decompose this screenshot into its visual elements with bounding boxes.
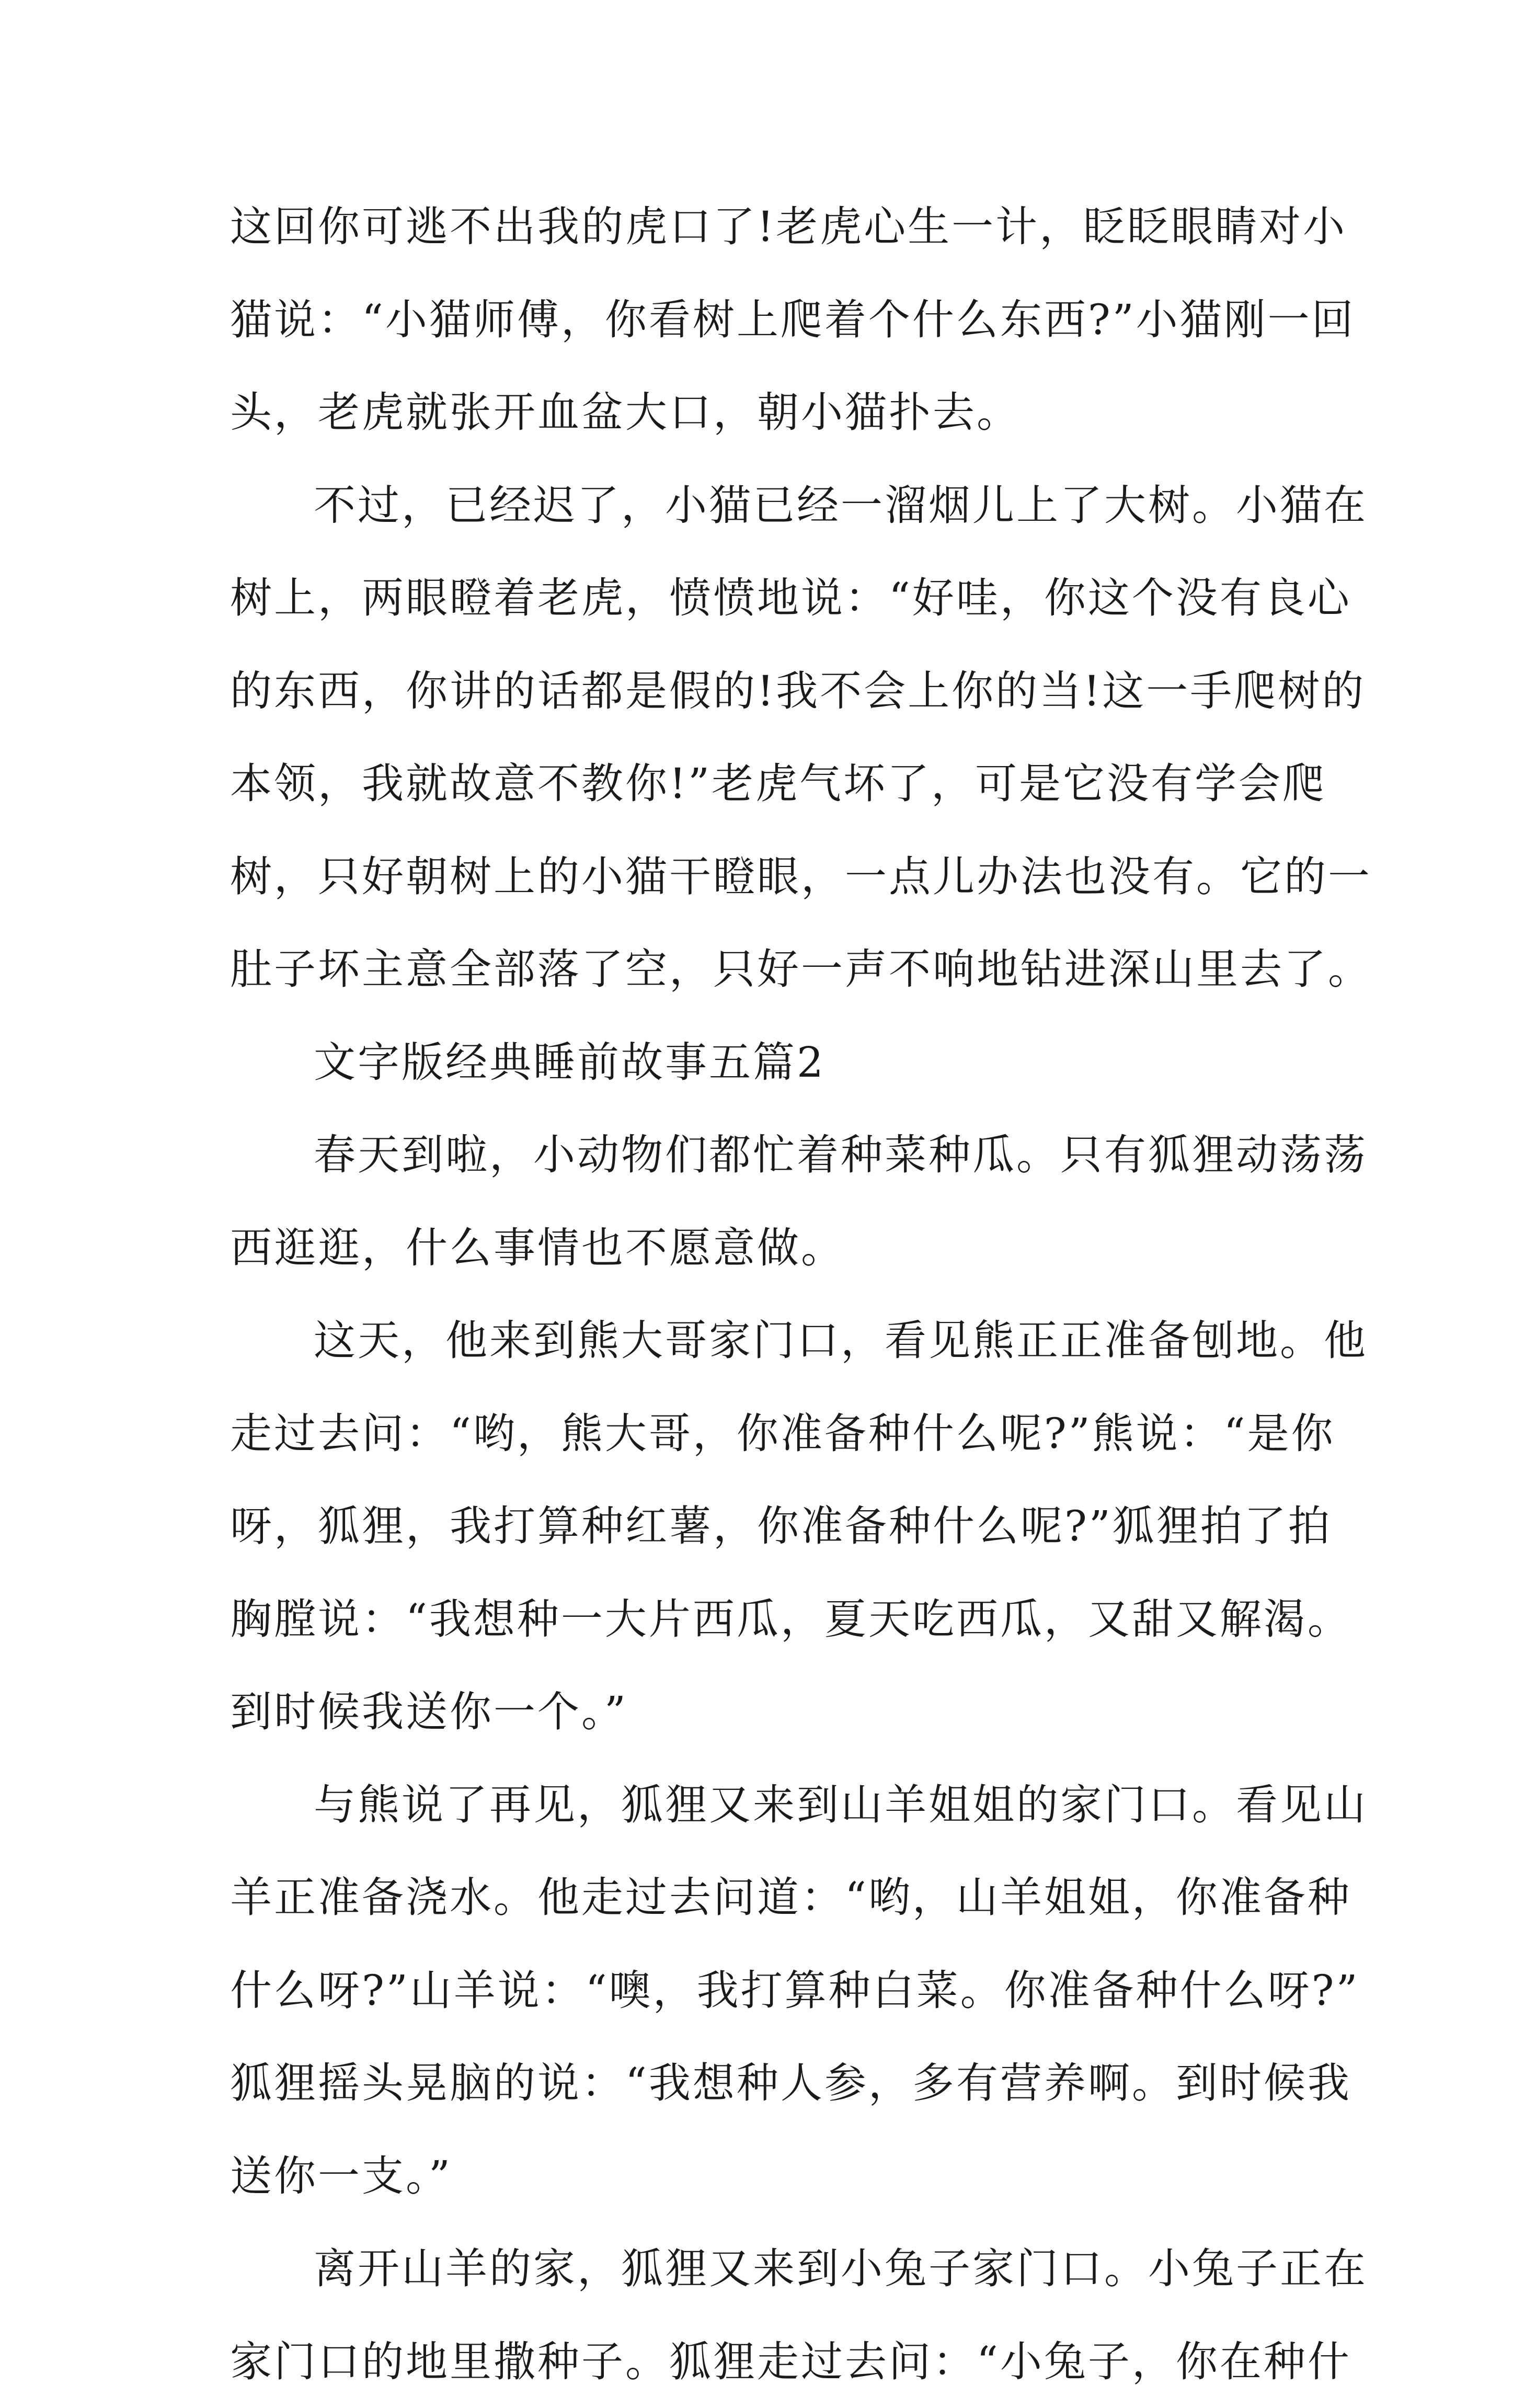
text-line: 猫说：“小猫师傅，你看树上爬着个什么东西?”小猫刚一回 (230, 273, 1297, 367)
paragraph-first-line: 文字版经典睡前故事五篇2 (230, 1016, 1297, 1109)
paragraph-first-line: 这天，他来到熊大哥家门口，看见熊正正准备刨地。他 (230, 1294, 1297, 1387)
text-line: 走过去问：“哟，熊大哥，你准备种什么呢?”熊说：“是你 (230, 1387, 1297, 1480)
text-line: 的东西，你讲的话都是假的!我不会上你的当!这一手爬树的 (230, 645, 1297, 738)
text-line: 羊正准备浇水。他走过去问道：“哟，山羊姐姐，你准备种 (230, 1851, 1297, 1944)
paragraph-first-line: 不过，已经迟了，小猫已经一溜烟儿上了大树。小猫在 (230, 459, 1297, 552)
paragraph-first-line: 春天到啦，小动物们都忙着种菜种瓜。只有狐狸动荡荡 (230, 1109, 1297, 1202)
text-line: 西逛逛，什么事情也不愿意做。 (230, 1202, 1297, 1295)
text-line: 肚子坏主意全部落了空，只好一声不响地钻进深山里去了。 (230, 923, 1297, 1016)
text-line: 狐狸摇头晃脑的说：“我想种人参，多有营养啊。到时候我 (230, 2037, 1297, 2130)
text-line: 什么呀?”山羊说：“噢，我打算种白菜。你准备种什么呀?” (230, 1944, 1297, 2037)
paragraph-first-line: 离开山羊的家，狐狸又来到小兔子家门口。小兔子正在 (230, 2222, 1297, 2315)
text-line: 胸膛说：“我想种一大片西瓜，夏天吃西瓜，又甜又解渴。 (230, 1573, 1297, 1666)
story-text (230, 180, 1297, 2408)
text-line: 家门口的地里撒种子。狐狸走过去问：“小兔子，你在种什 (230, 2315, 1297, 2408)
text-line: 树，只好朝树上的小猫干瞪眼，一点儿办法也没有。它的一 (230, 830, 1297, 923)
text-line: 树上，两眼瞪着老虎，愤愤地说：“好哇，你这个没有良心 (230, 552, 1297, 645)
text-line: 送你一支。” (230, 2130, 1297, 2223)
text-line: 到时候我送你一个。” (230, 1665, 1297, 1759)
paragraph-first-line: 与熊说了再见，狐狸又来到山羊姐姐的家门口。看见山 (230, 1759, 1297, 1852)
text-line: 这回你可逃不出我的虎口了!老虎心生一计，眨眨眼睛对小 (230, 180, 1297, 273)
text-line: 本领，我就故意不教你!”老虎气坏了，可是它没有学会爬 (230, 737, 1297, 830)
text-line: 头，老虎就张开血盆大口，朝小猫扑去。 (230, 366, 1297, 459)
text-line: 呀，狐狸，我打算种红薯，你准备种什么呢?”狐狸拍了拍 (230, 1480, 1297, 1573)
